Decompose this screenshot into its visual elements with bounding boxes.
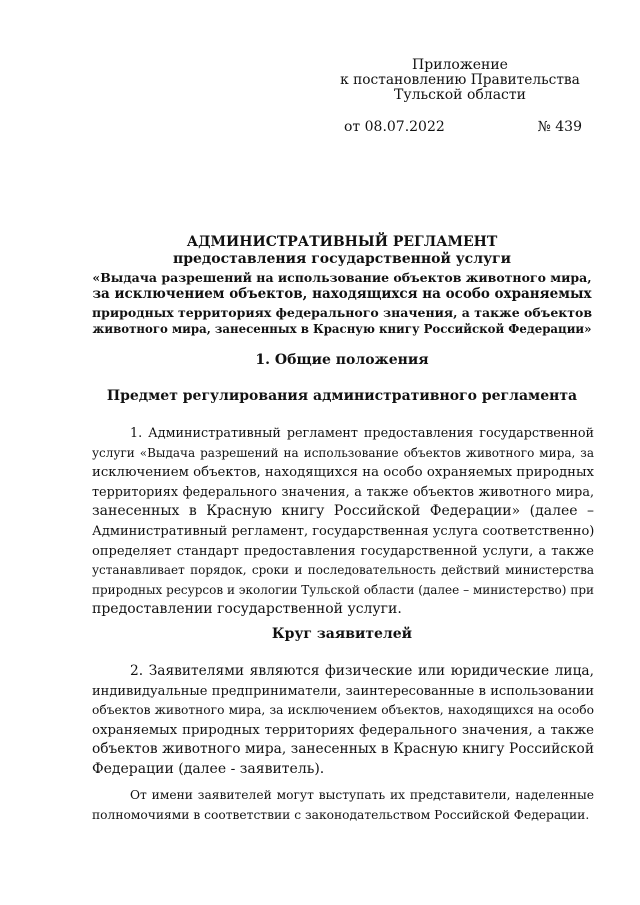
- text-line: объектов животного мира, за исключением объектов, находящихся на особо: [92, 703, 594, 718]
- text-line: объектов животного мира, занесенных в Красную книгу Российской: [92, 741, 594, 758]
- text-line: определяет стандарт предоставления государственной услуги, а также: [92, 543, 594, 559]
- resolution-number: № 439: [537, 119, 582, 135]
- title-line: АДМИНИСТРАТИВНЫЙ РЕГЛАМЕНТ: [186, 234, 498, 250]
- text-line: природных ресурсов и экологии Тульской области (далее – министерство) при: [92, 582, 594, 597]
- text-line: устанавливает порядок, сроки и последовательность действий министерства: [92, 563, 594, 578]
- section-heading: 1. Общие положения: [255, 352, 429, 368]
- text-line: индивидуальные предприниматели, заинтересованные в использовании: [92, 683, 594, 699]
- text-line: занесенных в Красную книгу Российской Федерации» (далее –: [92, 503, 594, 520]
- text-line: полномочиями в соответствии с законодательством Российской Федерации.: [92, 807, 590, 822]
- title-line: «Выдача разрешений на использование объектов животного мира,: [92, 269, 592, 285]
- appendix-block: [340, 58, 580, 103]
- appendix-line: Приложение: [412, 57, 508, 73]
- title-line: за исключением объектов, находящихся на особо охраняемых: [92, 286, 592, 303]
- subsection-heading: Круг заявителей: [271, 626, 413, 642]
- appendix-line: Тульской области: [394, 87, 526, 103]
- document-title: [92, 234, 592, 338]
- text-line: охраняемых природных территориях федерального значения, а также: [92, 722, 594, 738]
- text-line: От имени заявителей могут выступать их представители, наделенные: [130, 788, 594, 802]
- paragraph-2: [92, 662, 594, 780]
- text-line: услуги «Выдача разрешений на использование объектов животного мира, за: [92, 445, 594, 460]
- text-line: предоставлении государственной услуги.: [92, 601, 402, 618]
- text-line: исключением объектов, находящихся на особо охраняемых природных: [92, 465, 594, 481]
- text-line: 2. Заявителями являются физические или юридические лица,: [130, 663, 594, 679]
- paragraph-1: [92, 424, 594, 620]
- text-line: Административный регламент, государственная услуга соответственно): [92, 523, 595, 539]
- text-line: территориях федерального значения, а также объектов животного мира,: [92, 484, 594, 500]
- text-line: 1. Административный регламент предоставления государственной: [130, 426, 594, 441]
- subsection-heading: Предмет регулирования административного регламента: [106, 388, 578, 404]
- appendix-line: к постановлению Правительства: [340, 72, 580, 88]
- title-line: природных территориях федерального значения, а также объектов: [92, 304, 593, 320]
- text-line: Федерации (далее - заявитель).: [92, 760, 325, 777]
- title-line: животного мира, занесенных в Красную книгу Российской Федерации»: [92, 322, 592, 337]
- paragraph-3: [92, 786, 594, 825]
- resolution-date: от 08.07.2022: [344, 119, 445, 135]
- title-line: предоставления государственной услуги: [172, 251, 512, 268]
